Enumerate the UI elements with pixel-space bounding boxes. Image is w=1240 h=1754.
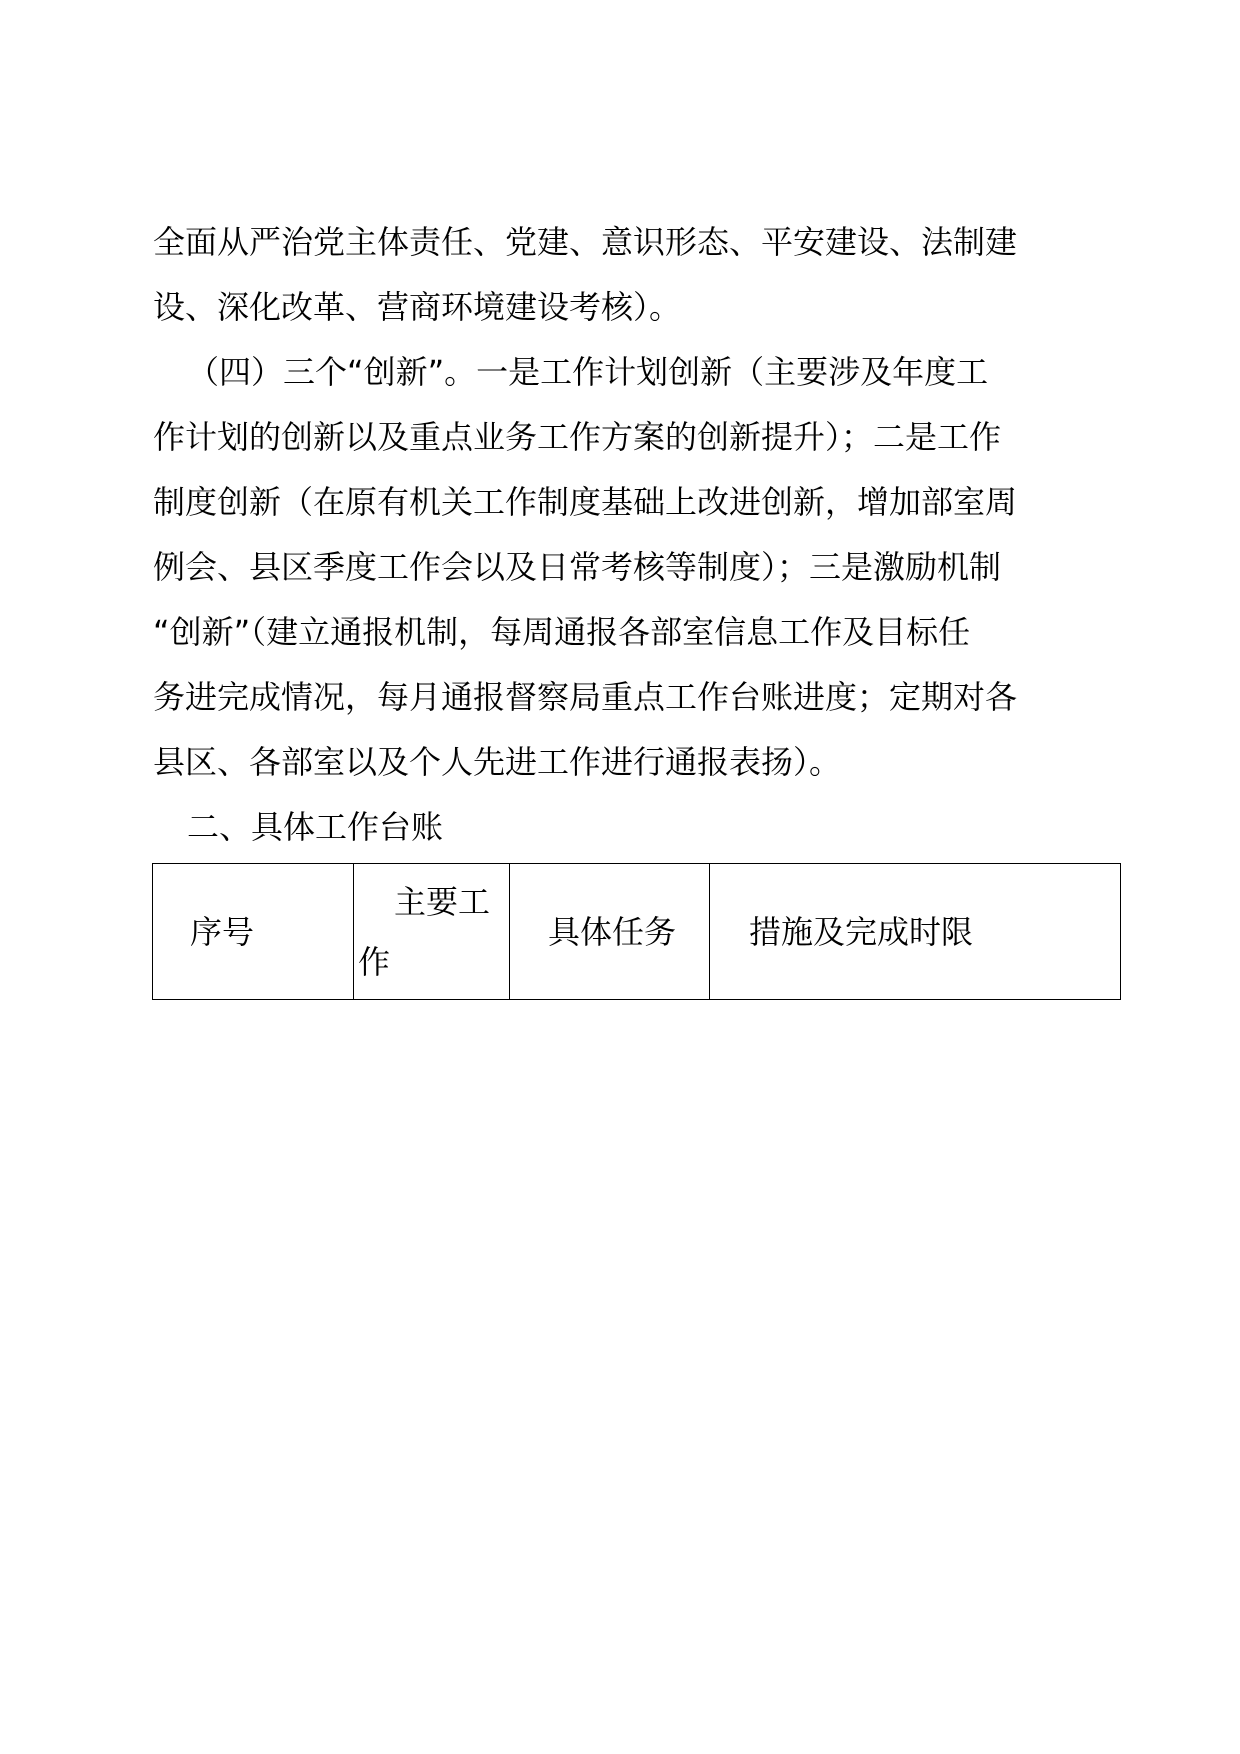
paragraph-line: 例会、县区季度工作会以及日常考核等制度）；三是激励机制 [153,548,1002,586]
header-cell-specific-task [510,864,710,1000]
header-label: 序号 [190,912,255,951]
header-label: 具体任务 [548,912,677,951]
paragraph-line: 务进完成情况，每月通报督察局重点工作台账进度；定期对各 [153,678,1018,716]
paragraph-line: 县区、各部室以及个人先进工作进行通报表扬）。 [153,743,842,781]
header-label: 措施及完成时限 [749,912,974,951]
header-cell-measures-deadline [710,864,1121,1000]
header-label: 主要工作 [358,882,491,981]
header-cell-main-work [354,864,510,1000]
paragraph-line: 制度创新（在原有机关工作制度基础上改进创新，增加部室周 [153,483,1018,521]
header-cell-index [153,864,354,1000]
paragraph-line: “创新”（建立通报机制，每周通报各部室信息工作及目标任 [153,613,971,651]
paragraph-line: 作计划的创新以及重点业务工作方案的创新提升）；二是工作 [153,418,1002,456]
table-header-row [153,864,1121,1000]
section-heading: 二、具体工作台账 [187,808,444,846]
paragraph-line: （四）三个“创新”。一是工作计划创新（主要涉及年度工 [187,353,989,391]
paragraph-line: 设、深化改革、营商环境建设考核）。 [153,288,682,326]
paragraph-line: 全面从严治党主体责任、党建、意识形态、平安建设、法制建 [153,223,1018,261]
work-ledger-table [152,863,1121,1000]
